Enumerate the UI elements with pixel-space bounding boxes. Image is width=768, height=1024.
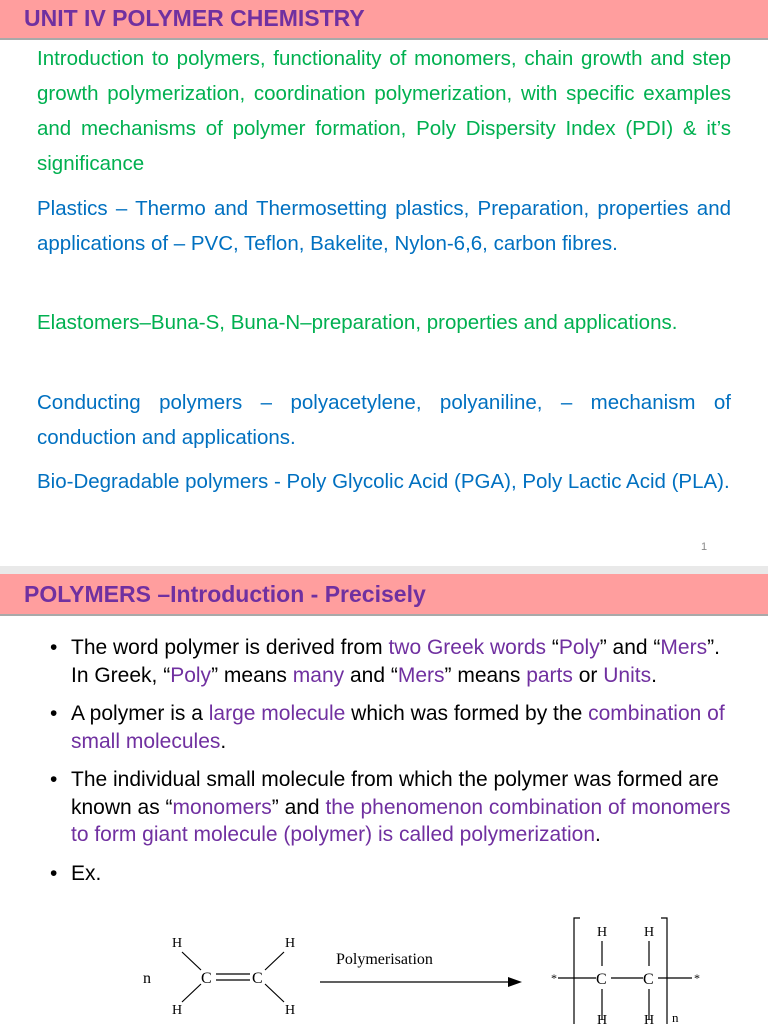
chain-end-mark: * <box>694 971 700 985</box>
bullet-marker: • <box>50 702 58 725</box>
single-bond <box>182 984 201 1002</box>
single-bond <box>265 984 284 1002</box>
slide-separator <box>0 566 768 574</box>
bullet-marker: • <box>50 861 58 885</box>
reaction-arrow-head <box>508 977 522 987</box>
topic-introduction: Introduction to polymers, functionality of monomers, chain growth and step growth polymerization, coordination polymerization, with specific examples and mechanisms of polymer formation, Poly Dispersity Index (PDI) & it’s significance <box>37 47 731 175</box>
page-number: 1 <box>701 541 708 553</box>
hydrogen-atom: H <box>597 925 608 940</box>
slide-title: UNIT IV POLYMER CHEMISTRY <box>24 5 365 31</box>
hydrogen-atom: H <box>285 936 296 951</box>
bullet-example: • Ex. <box>50 860 740 888</box>
topic-conducting-polymers: Conducting polymers – polyacetylene, polyaniline, – mechanism of conduction and applications. <box>37 391 731 449</box>
hydrogen-atom: H <box>644 1013 655 1024</box>
coefficient-n: n <box>143 970 151 987</box>
carbon-atom: C <box>252 970 263 987</box>
slide-title-bar <box>0 574 768 616</box>
slide-title-bar <box>0 0 768 40</box>
repeat-subscript: n <box>672 1010 679 1024</box>
chain-end-mark: * <box>551 971 557 985</box>
bullet-marker: • <box>50 636 58 659</box>
carbon-atom: C <box>201 970 212 987</box>
hydrogen-atom: H <box>172 1003 183 1018</box>
slide-title: POLYMERS –Introduction - Precisely <box>24 581 426 607</box>
slide-polymers-introduction <box>0 574 768 1024</box>
bullet-large-molecule: • A polymer is a large molecule which was formed by the combination of small molecules. <box>50 702 725 753</box>
carbon-atom: C <box>596 971 607 988</box>
hydrogen-atom: H <box>285 1003 296 1018</box>
bullet-greek-origin: • The word polymer is derived from two Greek words “Poly” and “Mers”. In Greek, “Poly” means many and “Mers” means parts or Units. <box>50 636 720 687</box>
bullet-monomers: • The individual small molecule from which the polymer was formed are known as “monomers” and the phenomenon combination of monomers to form giant molecule (polymer) is called polymerization. <box>50 768 731 846</box>
bullet-list <box>50 634 740 898</box>
arrow-label: Polymerisation <box>336 951 433 968</box>
topic-biodegradable-polymers: Bio-Degradable polymers - Poly Glycolic Acid (PGA), Poly Lactic Acid (PLA). <box>37 470 730 493</box>
hydrogen-atom: H <box>172 936 183 951</box>
left-bracket <box>574 918 580 1024</box>
bullet-marker: • <box>50 768 58 791</box>
topic-elastomers: Elastomers–Buna-S, Buna-N–preparation, properties and applications. <box>37 311 678 334</box>
right-bracket <box>661 918 667 1024</box>
hydrogen-atom: H <box>597 1013 608 1024</box>
topic-plastics: Plastics – Thermo and Thermosetting plastics, Preparation, properties and applications of – PVC, Teflon, Bakelite, Nylon-6,6, carbon fibres. <box>37 197 731 255</box>
hydrogen-atom: H <box>644 925 655 940</box>
single-bond <box>182 952 201 970</box>
single-bond <box>265 952 284 970</box>
polymerisation-reaction-diagram <box>0 910 768 1024</box>
carbon-atom: C <box>643 971 654 988</box>
